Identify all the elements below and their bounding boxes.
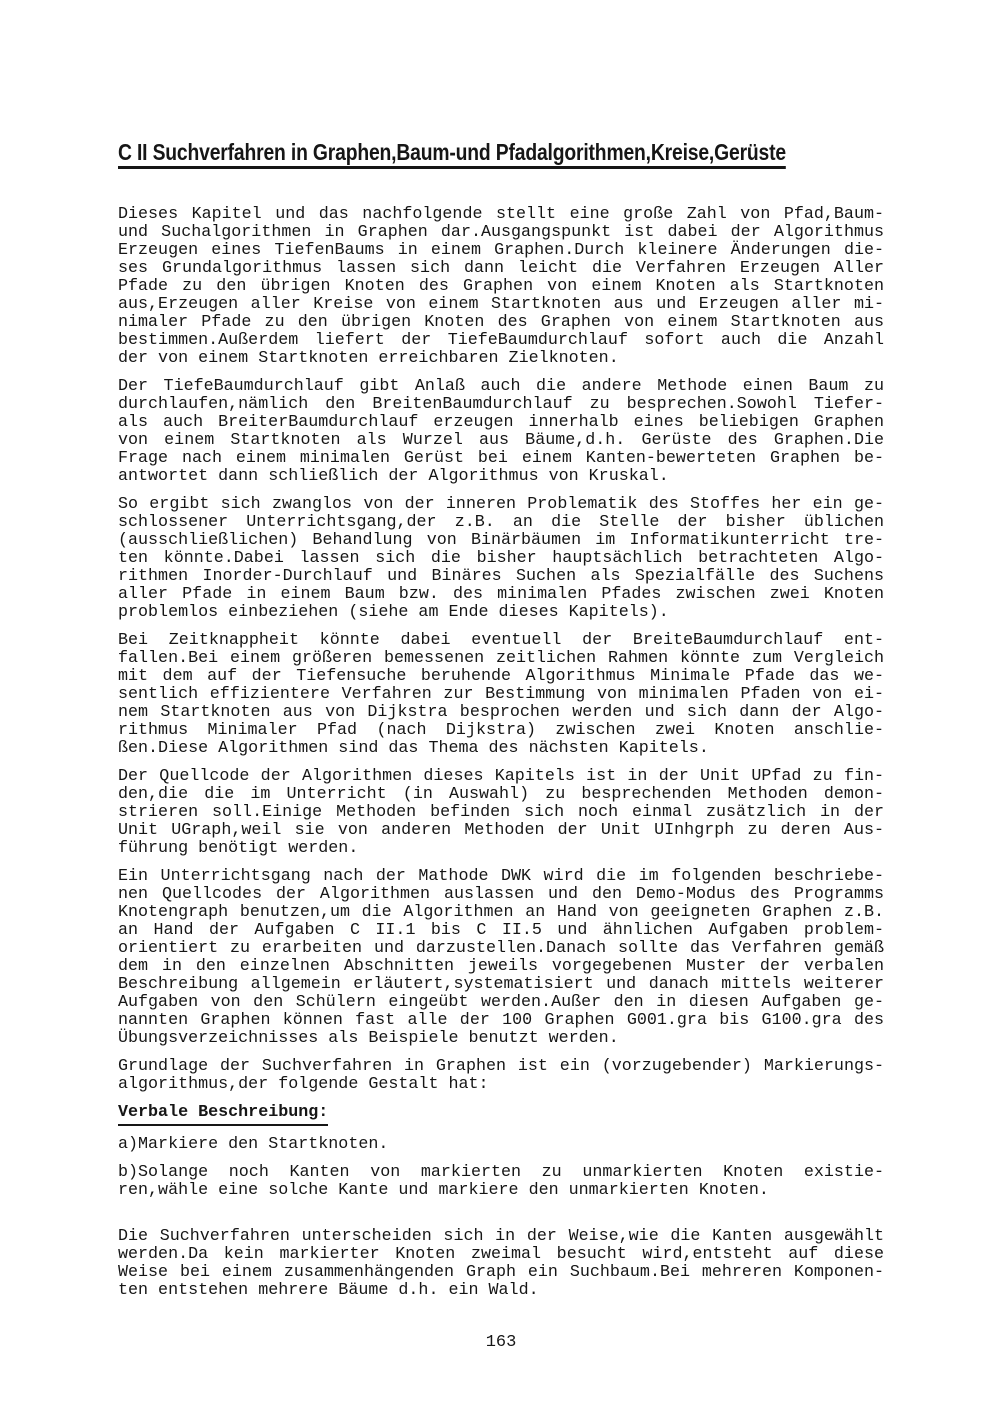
page-number: 163: [485, 1333, 517, 1352]
text-line: der von einem Startknoten erreichbaren Zielknoten.: [118, 349, 619, 368]
text-line: sentlich effizientere Verfahren zur Bestimmung von minimalen Pfaden von ei-: [118, 685, 884, 704]
text-line: Bei Zeitknappheit könnte dabei eventuell der BreiteBaumdurchlauf ent-: [118, 631, 884, 650]
text-line: werden.Da kein markierter Knoten zweimal besucht wird,entsteht auf diese: [118, 1245, 884, 1264]
text-line: a)Markiere den Startknoten.: [118, 1135, 389, 1154]
text-line: Pfade zu den übrigen Knoten des Graphen von einem Knoten als Startknoten: [118, 277, 884, 296]
paragraph: [118, 1058, 884, 1094]
text-line: Ein Unterrichtsgang nach der Mathode DWK wird die im folgenden beschriebe-: [118, 867, 884, 886]
text-line: Unit UGraph,weil sie von anderen Methoden der Unit UInhgrph zu deren Aus-: [118, 821, 884, 840]
paragraph: [118, 1136, 884, 1154]
paragraph: [118, 768, 884, 858]
text-line: und Suchalgorithmen in Graphen dar.Ausgangspunkt ist dabei der Algorithmus: [118, 223, 884, 242]
text-line: fallen.Bei einem größeren bemessenen zeitlichen Rahmen könnte zum Vergleich: [118, 649, 884, 668]
text-line: nem Startknoten aus von Dijkstra besprochen werden und sich dann der Algo-: [118, 703, 884, 722]
text-line: Weise bei einem zusammenhängenden Graph ein Suchbaum.Bei mehreren Komponen-: [118, 1263, 884, 1282]
section-heading-text: Verbale Beschreibung:: [118, 1104, 328, 1126]
text-line: als auch BreiterBaumdurchlauf erzeugen innerhalb eines beliebigen Graphen: [118, 413, 884, 432]
paragraph: [118, 1164, 884, 1200]
text-line: führung benötigt werden.: [118, 839, 359, 858]
text-line: Dieses Kapitel und das nachfolgende stellt eine große Zahl von Pfad,Baum-: [118, 205, 884, 224]
text-line: rithmen Inorder-Durchlauf und Binäres Suchen als Spezialfälle des Suchens: [118, 567, 884, 586]
text-line: dem in den einzelnen Abschnitten jeweils vorgegebenen Muster der verbalen: [118, 957, 884, 976]
paragraph: [118, 378, 884, 486]
text-line: aller Pfade in einem Baum bzw. des minimalen Pfades zwischen zwei Knoten: [118, 585, 884, 604]
text-line: bestimmen.Außerdem liefert der TiefeBaumdurchlauf sofort auch die Anzahl: [118, 331, 884, 350]
text-line: rithmus Minimaler Pfad (nach Dijkstra) zwischen zwei Knoten anschlie-: [118, 721, 884, 740]
document-content: [118, 140, 884, 1310]
text-line: Übungsverzeichnisses als Beispiele benutzt werden.: [118, 1029, 619, 1048]
text-line: ses Grundalgorithmus lassen sich dann leicht die Verfahren Erzeugen Aller: [118, 259, 884, 278]
text-line: Die Suchverfahren unterscheiden sich in der Weise,wie die Kanten ausgewählt: [118, 1227, 884, 1246]
text-line: problemlos einbeziehen (siehe am Ende dieses Kapitels).: [118, 603, 669, 622]
text-line: So ergibt sich zwanglos von der inneren Problematik des Stoffes her ein ge-: [118, 495, 884, 514]
document-body: [118, 206, 884, 1300]
text-line: Der TiefeBaumdurchlauf gibt Anlaß auch die andere Methode einen Baum zu: [118, 377, 884, 396]
text-line: antwortet dann schließlich der Algorithmus von Kruskal.: [118, 467, 669, 486]
paragraph: [118, 868, 884, 1048]
text-line: nannten Graphen können fast alle der 100 Graphen G001.gra bis G100.gra des: [118, 1011, 884, 1030]
text-line: Knotengraph benutzen,um die Algorithmen an Hand von geeigneten Graphen z.B.: [118, 903, 884, 922]
paragraph: [118, 496, 884, 622]
text-line: Grundlage der Suchverfahren in Graphen ist ein (vorzugebender) Markierungs-: [118, 1057, 884, 1076]
page-title-text: C II Suchverfahren in Graphen,Baum-und Pfadalgorithmen,Kreise,Gerüste: [118, 140, 786, 169]
paragraph: [118, 1228, 884, 1300]
text-line: ten entstehen mehrere Bäume d.h. ein Wald.: [118, 1281, 539, 1300]
text-line: algorithmus,der folgende Gestalt hat:: [118, 1075, 489, 1094]
text-line: nen Quellcodes der Algorithmen auslassen und den Demo-Modus des Programms: [118, 885, 884, 904]
text-line: ren,wähle eine solche Kante und markiere den unmarkierten Knoten.: [118, 1181, 769, 1200]
text-line: mit dem auf der Tiefensuche beruhende Algorithmus Minimale Pfade das we-: [118, 667, 884, 686]
text-line: den,die die im Unterricht (in Auswahl) zu besprechenden Methoden demon-: [118, 785, 884, 804]
text-line: ten könnte.Dabei lassen sich die bisher hauptsächlich betrachteten Algo-: [118, 549, 884, 568]
text-line: b)Solange noch Kanten von markierten zu unmarkierten Knoten existie-: [118, 1163, 884, 1182]
text-line: durchlaufen,nämlich den BreitenBaumdurchlauf zu besprechen.Sowohl Tiefer-: [118, 395, 884, 414]
text-line: Erzeugen eines TiefenBaums in einem Graphen.Durch kleinere Änderungen die-: [118, 241, 884, 260]
text-line: an Hand der Aufgaben C II.1 bis C II.5 und ähnlichen Aufgaben problem-: [118, 921, 884, 940]
text-line: aus,Erzeugen aller Kreise von einem Startknoten aus und Erzeugen aller mi-: [118, 295, 884, 314]
text-line: ßen.Diese Algorithmen sind das Thema des nächsten Kapitels.: [118, 739, 709, 758]
text-line: Frage nach einem minimalen Gerüst bei einem Kanten-bewerteten Graphen be-: [118, 449, 884, 468]
text-line: Aufgaben von den Schülern eingeübt werden.Außer den in diesen Aufgaben ge-: [118, 993, 884, 1012]
text-line: von einem Startknoten als Wurzel aus Bäume,d.h. Gerüste des Graphen.Die: [118, 431, 884, 450]
text-line: orientiert zu erarbeiten und darzustellen.Danach sollte das Verfahren gemäß: [118, 939, 884, 958]
text-line: strieren soll.Einige Methoden befinden sich noch einmal zusätzlich in der: [118, 803, 884, 822]
paragraph: [118, 632, 884, 758]
text-line: nimaler Pfade zu den übrigen Knoten des Graphen von einem Startknoten aus: [118, 313, 884, 332]
text-line: Beschreibung allgemein erläutert,systematisiert und danach mittels weiterer: [118, 975, 884, 994]
text-line: (ausschließlichen) Behandlung von Binärbäumen im Informatikunterricht tre-: [118, 531, 884, 550]
text-line: schlossener Unterrichtsgang,der z.B. an die Stelle der bisher üblichen: [118, 513, 884, 532]
page-title: [118, 140, 884, 169]
text-line: Der Quellcode der Algorithmen dieses Kapitels ist in der Unit UPfad zu fin-: [118, 767, 884, 786]
paragraph: [118, 206, 884, 368]
section-heading: [118, 1104, 884, 1126]
